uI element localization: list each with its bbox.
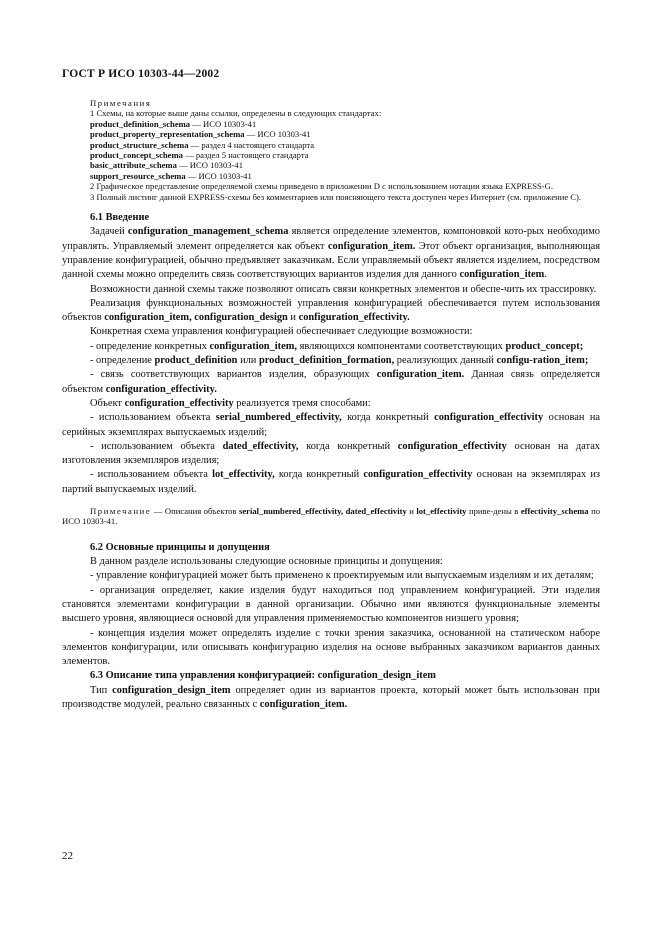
note: Примечание — Описания объектов serial_numbered_effectivity, dated_effectivity и lot_effectivity приве-дены в effectivity_schema по ИСО 10303-41. bbox=[62, 506, 601, 527]
list-item: - управление конфигурацией может быть применено к проектируемым или выпускаемым изделиям и их деталям; bbox=[90, 570, 594, 582]
list-item: - использованием объекта serial_numbered_effectivity, когда конкретный configuration_effectivity основан на серийных экземплярах выпускаемых изделий; bbox=[62, 412, 600, 438]
section-heading: 6.2 Основные принципы и допущения bbox=[90, 541, 270, 553]
section-heading: 6.3 Описание типа управления конфигурацией: configuration_design_item bbox=[90, 670, 436, 682]
list-item: - концепция изделия может определять изделие с точки зрения заказчика, основанной на статическом наборе элементов конфигурации, или описывать конфигурацию изделия на основе выбранных заказчиком вариантов данных элементов. bbox=[62, 627, 600, 668]
list-item: - организация определяет, какие изделия будут находиться под управлением конфигурацией. Эти изделия становятся элементами конфигурации в данной организации. Обычно ими являются функциональные элементы высшего уровня, являющиеся основой для управления применяемостью компонентов низшего уровня; bbox=[62, 584, 600, 625]
section-6-1 bbox=[62, 211, 600, 497]
paragraph: Задачей configuration_management_schema является определение элементов, компоновкой кото-рых необходимо управлять. Управляемый элемент определяется как объект configuration_item. Этот объект организация, выполняющая управление конфигурацией, обычно предъявляет заказчикам. Если управляемый объект является изделием, посредством данной схемы можно определить связь соответствующих вариантов изделия для данного configuration_item. bbox=[62, 226, 601, 281]
paragraph: Возможности данной схемы также позволяют описать связи конкретных элементов и обеспе-чить их трассировку. bbox=[90, 283, 597, 295]
schema-ref: basic_attribute_schema — ИСО 10303-41 bbox=[90, 160, 244, 171]
schema-ref: product_concept_schema — раздел 5 настоящего стандарта bbox=[90, 150, 309, 161]
notes-block bbox=[62, 98, 600, 202]
list-item: - использованием объекта lot_effectivity, когда конкретный configuration_effectivity основан на экземплярах из партий выпускаемых изделий. bbox=[62, 469, 600, 495]
schema-ref: support_resource_schema — ИСО 10303-41 bbox=[90, 170, 252, 181]
paragraph: Реализация функциональных возможностей управления конфигурацией обеспечивается путем использования объектов configuration_item, configuration_design и configuration_effectivity. bbox=[62, 297, 600, 324]
paragraph: В данном разделе использованы следующие основные принципы и допущения: bbox=[90, 556, 443, 568]
note-block-2 bbox=[62, 506, 600, 527]
section-heading: 6.1 Введение bbox=[90, 212, 150, 224]
note-2: 2 Графическое представление определяемой схемы приведено в приложении D с использованием нотации языка EXPRESS-G. bbox=[90, 181, 553, 192]
notes-heading: Примечания bbox=[90, 98, 152, 108]
section-6-3 bbox=[62, 669, 600, 712]
section-6-2 bbox=[62, 541, 600, 670]
note-3: 3 Полный листинг данной EXPRESS-схемы без комментариев или поясняющего текста доступен через Интернет (см. приложение С). bbox=[90, 191, 582, 202]
schema-ref: product_definition_schema — ИСО 10303-41 bbox=[90, 118, 257, 129]
schema-ref: product_structure_schema — раздел 4 настоящего стандарта bbox=[90, 139, 315, 150]
paragraph: Тип configuration_design_item определяет один из вариантов проекта, который может быть использован при производстве модулей, реально связанных с configuration_item. bbox=[62, 684, 600, 711]
note-1: 1 Схемы, на которые выше даны ссылки, определены в следующих стандартах: bbox=[90, 108, 382, 119]
page-content bbox=[62, 98, 600, 712]
page-number: 22 bbox=[62, 850, 73, 862]
paragraph: Конкретная схема управления конфигурацией обеспечивает следующие возможности: bbox=[90, 326, 473, 338]
list-item: - определение конкретных configuration_item, являющихся компонентами соответствующих product_concept; bbox=[90, 340, 584, 352]
list-item: - определение product_definition или product_definition_formation, реализующих данный configu-ration_item; bbox=[90, 355, 589, 367]
schema-ref: product_property_representation_schema — ИСО 10303-41 bbox=[90, 129, 311, 140]
paragraph: Объект configuration_effectivity реализуется тремя способами: bbox=[90, 397, 371, 409]
list-item: - использованием объекта dated_effectivity, когда конкретный configuration_effectivity основан на датах изготовления экземпляров изделия; bbox=[62, 440, 600, 467]
document-header: ГОСТ Р ИСО 10303-44—2002 bbox=[62, 68, 220, 80]
list-item: - связь соответствующих вариантов изделия, образующих configuration_item. Данная связь определяется объектом configuration_effectivity. bbox=[62, 369, 601, 395]
